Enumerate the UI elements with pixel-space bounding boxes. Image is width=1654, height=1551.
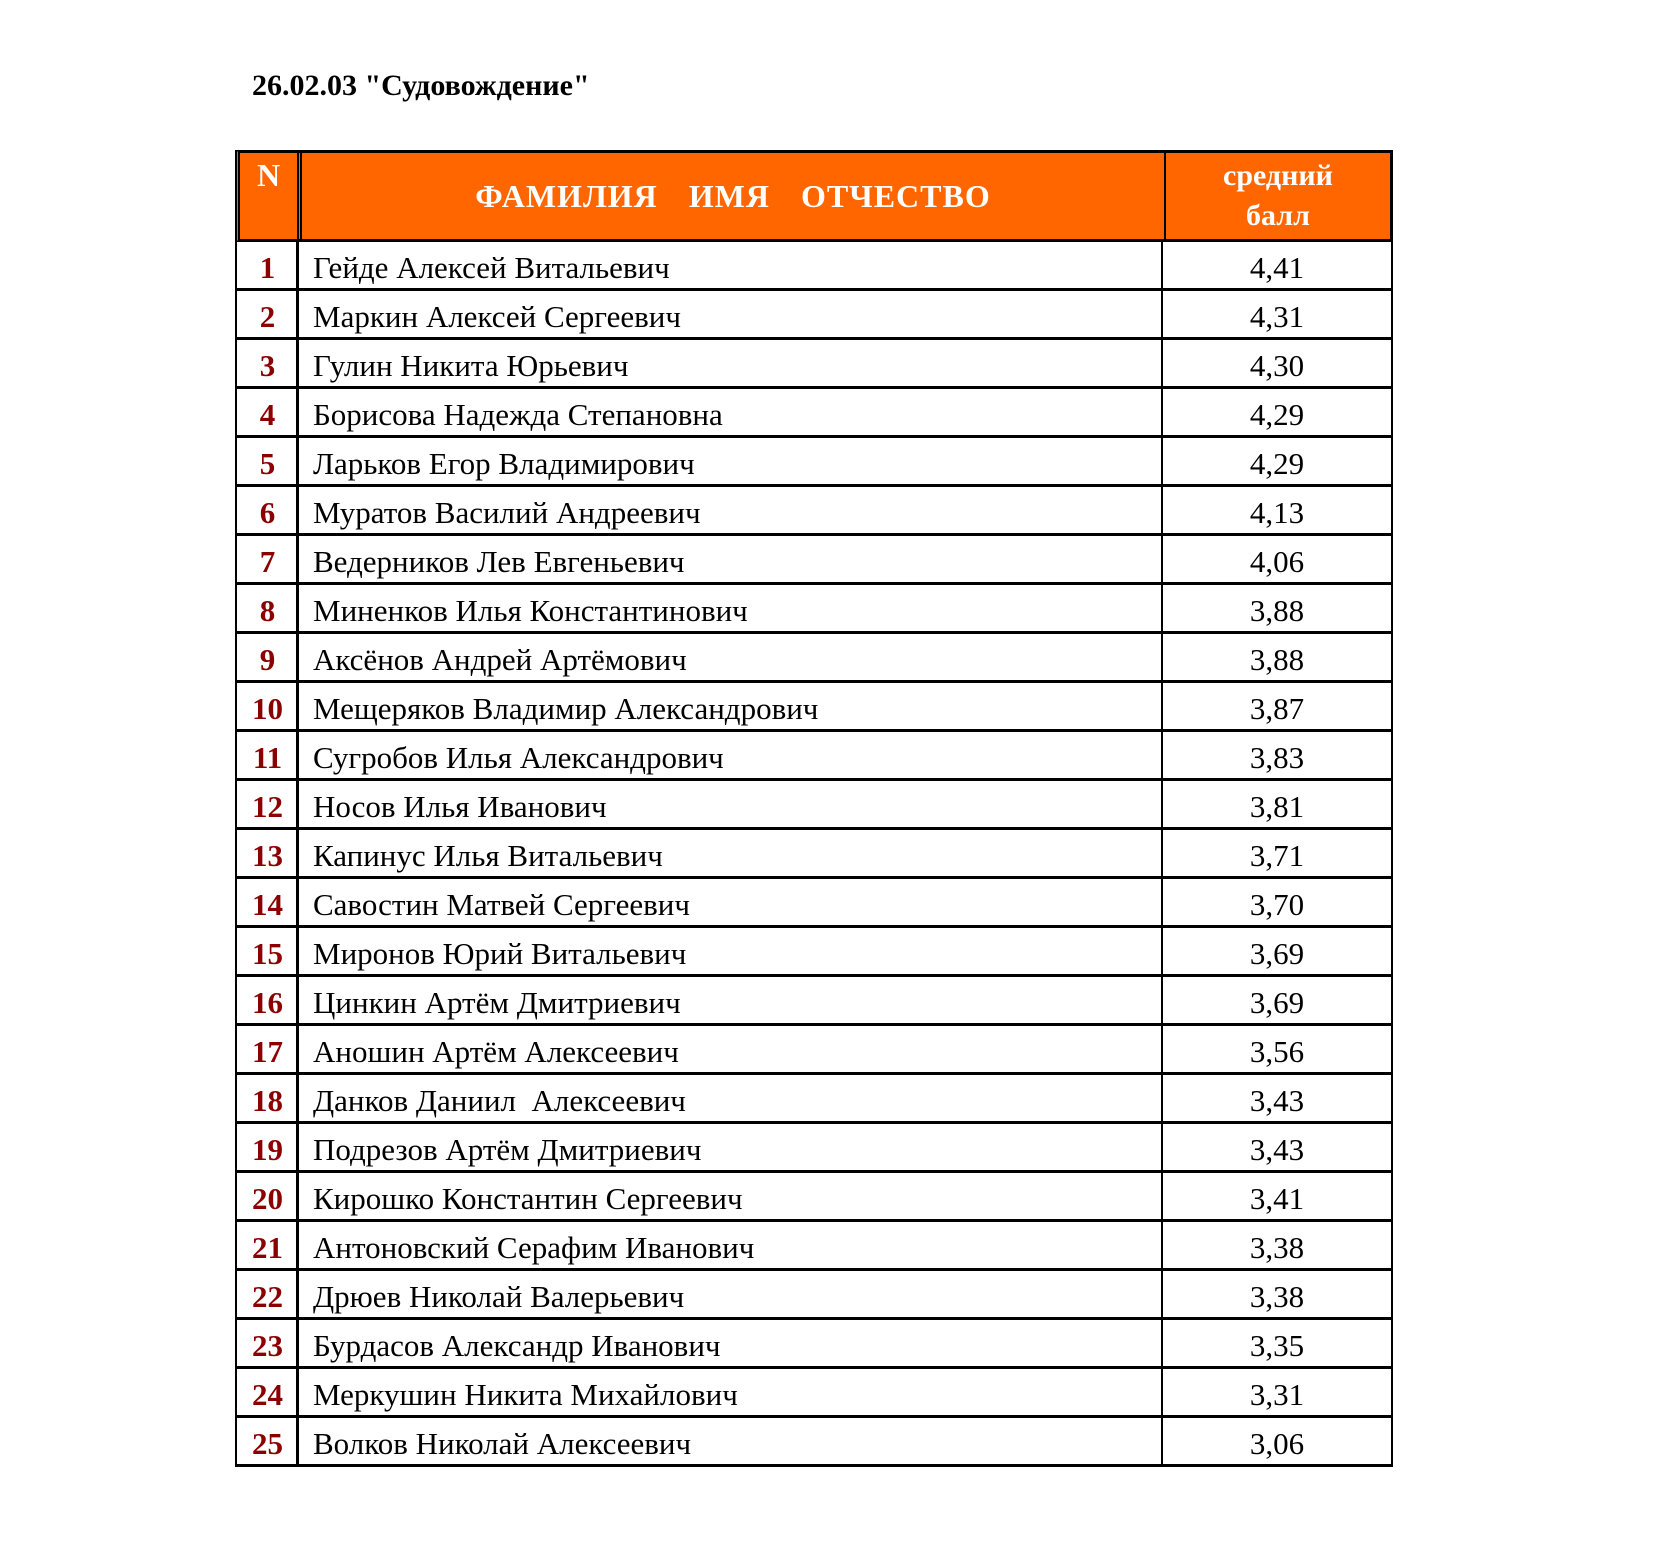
row-full-name: Кирошко Константин Сергеевич [299,1173,1163,1219]
table-row [235,242,1393,291]
row-full-name: Ведерников Лев Евгеньевич [299,536,1163,582]
row-average-score: 3,43 [1249,1083,1305,1118]
table-row [235,1173,1393,1222]
row-full-name: Волков Николай Алексеевич [299,1418,1163,1464]
row-number: 2 [237,291,299,337]
table-row [235,1320,1393,1369]
row-average-score: 3,41 [1249,1181,1305,1216]
row-number: 12 [237,781,299,827]
table-row [235,1418,1393,1467]
row-full-name: Антоновский Серафим Иванович [299,1222,1163,1268]
row-number: 4 [237,389,299,435]
row-average-score: 3,81 [1249,789,1305,824]
header-number: N [240,153,302,239]
row-number: 13 [237,830,299,876]
row-full-name: Гулин Никита Юрьевич [299,340,1163,386]
row-number: 15 [237,928,299,974]
table-row [235,732,1393,781]
table-row [235,340,1393,389]
row-full-name: Цинкин Артём Дмитриевич [299,977,1163,1023]
table-row [235,1026,1393,1075]
row-average-score: 3,88 [1249,642,1305,677]
row-full-name: Маркин Алексей Сергеевич [299,291,1163,337]
row-number: 6 [237,487,299,533]
row-average-score: 4,06 [1249,544,1305,579]
row-full-name: Капинус Илья Витальевич [299,830,1163,876]
row-number: 16 [237,977,299,1023]
header-average-score-line1: средний [1223,159,1333,192]
row-number: 14 [237,879,299,925]
document-title: 26.02.03 "Судовождение" [252,69,590,102]
table-row [235,536,1393,585]
row-full-name: Носов Илья Иванович [299,781,1163,827]
row-full-name: Миненков Илья Константинович [299,585,1163,631]
row-average-score: 3,43 [1249,1132,1305,1167]
row-number: 25 [237,1418,299,1464]
table-row [235,879,1393,928]
table-row [235,1369,1393,1418]
row-full-name: Гейде Алексей Витальевич [299,242,1163,288]
table-row [235,487,1393,536]
table-row [235,977,1393,1026]
header-average-score [1166,153,1390,239]
row-full-name: Меркушин Никита Михайлович [299,1369,1163,1415]
table-row [235,1271,1393,1320]
row-number: 21 [237,1222,299,1268]
row-average-score: 3,87 [1249,691,1305,726]
row-full-name: Мещеряков Владимир Александрович [299,683,1163,729]
row-number: 22 [237,1271,299,1317]
header-full-name: ФАМИЛИЯ ИМЯ ОТЧЕСТВО [302,153,1166,239]
row-full-name: Бурдасов Александр Иванович [299,1320,1163,1366]
row-average-score: 3,69 [1249,985,1305,1020]
row-full-name: Миронов Юрий Витальевич [299,928,1163,974]
row-average-score: 3,38 [1249,1279,1305,1314]
table-header [235,150,1393,242]
row-number: 23 [237,1320,299,1366]
row-average-score: 3,06 [1249,1426,1305,1461]
row-average-score: 3,83 [1249,740,1305,775]
table-row [235,781,1393,830]
table-row [235,291,1393,340]
row-number: 17 [237,1026,299,1072]
row-full-name: Дрюев Николай Валерьевич [299,1271,1163,1317]
row-average-score: 4,29 [1249,397,1305,432]
row-number: 5 [237,438,299,484]
row-full-name: Сугробов Илья Александрович [299,732,1163,778]
table-row [235,1124,1393,1173]
table-row [235,585,1393,634]
table-row [235,683,1393,732]
table-row [235,389,1393,438]
table-row [235,1222,1393,1271]
score-table [235,150,1393,1467]
row-full-name: Аксёнов Андрей Артёмович [299,634,1163,680]
row-number: 11 [237,732,299,778]
row-average-score: 4,41 [1249,250,1305,285]
table-row [235,438,1393,487]
row-number: 10 [237,683,299,729]
row-full-name: Ларьков Егор Владимирович [299,438,1163,484]
table-row [235,830,1393,879]
row-average-score: 3,56 [1249,1034,1305,1069]
table-row [235,634,1393,683]
header-average-score-line2: балл [1246,199,1310,232]
table-body [235,242,1393,1467]
row-number: 1 [237,242,299,288]
row-number: 19 [237,1124,299,1170]
row-average-score: 3,71 [1249,838,1305,873]
row-average-score: 4,31 [1249,299,1305,334]
row-average-score: 3,35 [1249,1328,1305,1363]
row-average-score: 4,30 [1249,348,1305,383]
row-number: 9 [237,634,299,680]
row-full-name: Муратов Василий Андреевич [299,487,1163,533]
table-row [235,928,1393,977]
row-average-score: 3,69 [1249,936,1305,971]
row-average-score: 4,29 [1249,446,1305,481]
row-number: 8 [237,585,299,631]
row-number: 20 [237,1173,299,1219]
row-full-name: Аношин Артём Алексеевич [299,1026,1163,1072]
row-average-score: 3,38 [1249,1230,1305,1265]
row-average-score: 3,31 [1249,1377,1305,1412]
row-number: 18 [237,1075,299,1121]
row-full-name: Борисова Надежда Степановна [299,389,1163,435]
row-average-score: 3,88 [1249,593,1305,628]
row-full-name: Савостин Матвей Сергеевич [299,879,1163,925]
table-row [235,1075,1393,1124]
row-number: 7 [237,536,299,582]
row-number: 3 [237,340,299,386]
row-average-score: 3,70 [1249,887,1305,922]
row-average-score: 4,13 [1249,495,1305,530]
row-full-name: Подрезов Артём Дмитриевич [299,1124,1163,1170]
row-number: 24 [237,1369,299,1415]
row-full-name: Данков Даниил Алексеевич [299,1075,1163,1121]
